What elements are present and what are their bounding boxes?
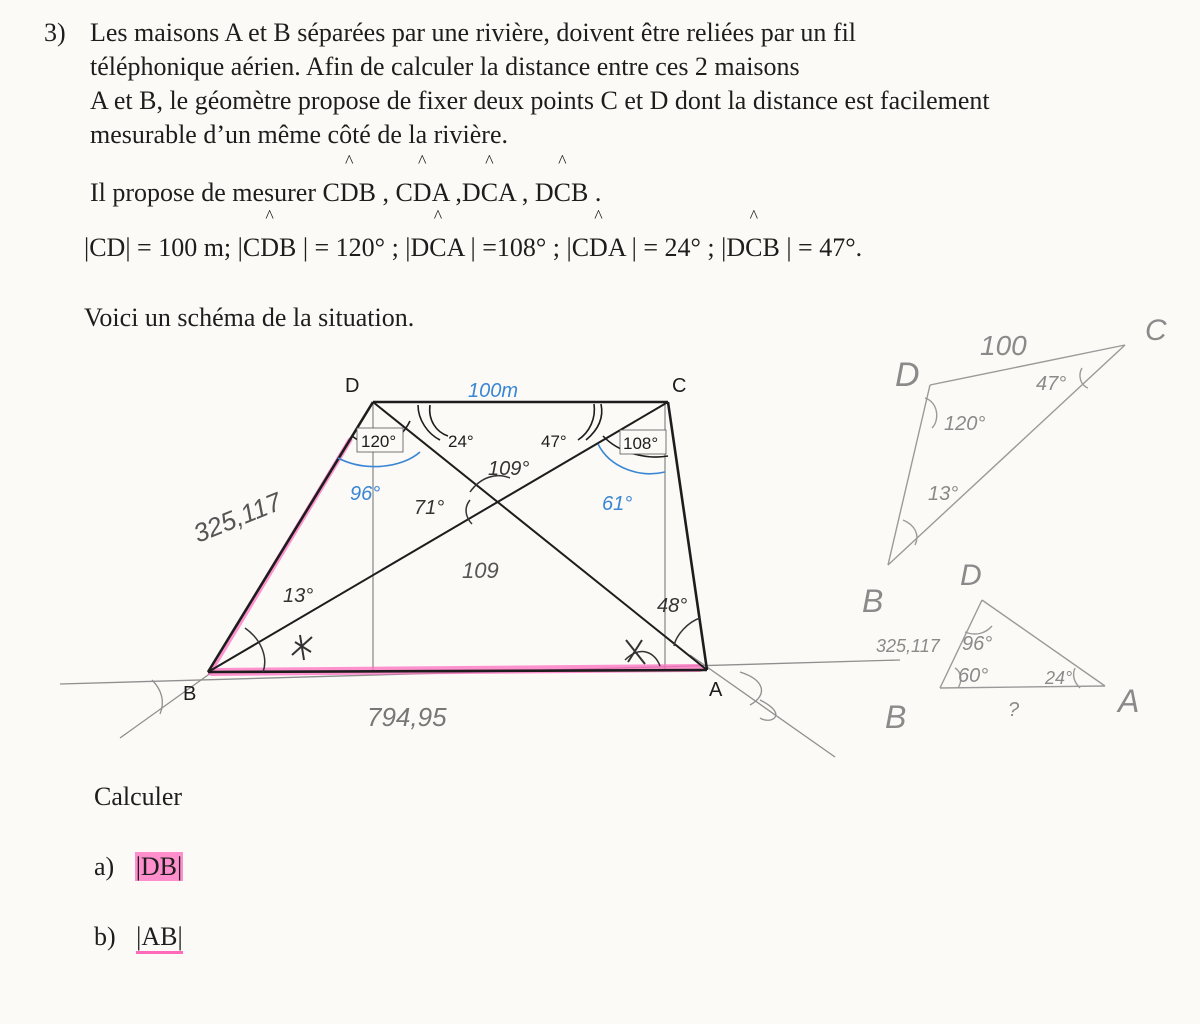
- hw-angle-109: 109°: [488, 458, 530, 480]
- question-b-letter: b): [94, 922, 116, 951]
- vertex-b: B: [183, 683, 197, 705]
- sketch1-labels: [862, 314, 1167, 619]
- vertex-d: D: [345, 375, 360, 397]
- measures-line: |CD| = 100 m; |C^ DB | = 120° ; |D^ CA | =108° ; |C^ DA | = 24° ; |D^ CB | = 47°.: [84, 231, 862, 265]
- printed-angle-labels: [357, 428, 666, 454]
- sketch-triangle-dcb: [888, 345, 1125, 565]
- sketch2-labels: [862, 559, 1139, 735]
- angle-dca: D^ CA: [462, 178, 515, 207]
- sketch1-vertex-b: B: [862, 583, 884, 619]
- cross-marks: [292, 635, 645, 664]
- vertex-c: C: [672, 375, 687, 397]
- sketch2-vertex-b2: B: [885, 699, 907, 735]
- sketch1-vertex-c: C: [1145, 314, 1167, 347]
- sketch1-dc: 100: [980, 330, 1027, 361]
- sketch2-d-angle: 96°: [962, 633, 993, 655]
- propose-line: Il propose de mesurer C^ DB , C^ DA ,D^ CA , D^ CB .: [90, 176, 601, 210]
- question-a: [94, 850, 183, 884]
- hw-angle-96: 96°: [350, 483, 381, 505]
- hw-angle-61: 61°: [602, 493, 633, 515]
- hw-angle-71: 71°: [414, 497, 445, 519]
- sketch2-a-angle: 24°: [1045, 668, 1073, 688]
- label-angle-120: 120°: [361, 432, 397, 451]
- vertex-a: A: [709, 679, 723, 701]
- propose-prefix: Il propose de mesurer: [90, 178, 316, 207]
- angle-cdb: C^ DB: [322, 178, 375, 207]
- sketch1-d-angle: 120°: [944, 413, 986, 435]
- angle-dcb: D^ CB: [535, 178, 588, 207]
- sketch1-b-angle: 13°: [928, 483, 959, 505]
- hw-angle-109b: 109: [462, 558, 499, 583]
- sketch2-vertex-d: D: [960, 559, 982, 592]
- angle-cda: C^ DA: [395, 178, 448, 207]
- label-angle-47: 47°: [541, 432, 567, 451]
- sketch2-db: 325,117: [876, 636, 940, 656]
- sketch1-vertex-d: D: [895, 356, 920, 394]
- sketch1-c-angle: 47°: [1036, 373, 1067, 395]
- question-b-text: |AB|: [136, 922, 183, 954]
- exercise-number: 3): [44, 18, 66, 47]
- exercise-paragraph-line-4: mesurable d’un même côté de la rivière.: [90, 120, 508, 149]
- exercise-paragraph-line-2: téléphonique aérien. Afin de calculer la distance entre ces 2 maisons: [90, 52, 800, 81]
- sketch2-vertex-a: A: [1118, 683, 1140, 719]
- hw-angle-48: 48°: [657, 595, 688, 617]
- pink-highlights: [210, 440, 700, 672]
- schema-caption: Voici un schéma de la situation.: [84, 303, 415, 332]
- handwritten-labels: [189, 380, 687, 732]
- question-a-text: |DB|: [135, 852, 183, 881]
- exercise-paragraph-line-3: A et B, le géomètre propose de fixer deux points C et D dont la distance est facilement: [90, 86, 990, 115]
- hw-angle-13: 13°: [283, 585, 314, 607]
- hw-ba-length: 794,95: [367, 702, 447, 732]
- calculer-heading: Calculer: [94, 782, 183, 811]
- sketch2-b-angle: 60°: [958, 665, 989, 687]
- hw-db-length: 325,117: [189, 486, 286, 549]
- hw-dc-length: 100m: [468, 380, 519, 402]
- question-a-letter: a): [94, 852, 115, 881]
- label-angle-24: 24°: [448, 432, 474, 451]
- question-b: [94, 920, 183, 954]
- sketch2-question: ?: [1008, 699, 1020, 721]
- label-angle-108: 108°: [623, 434, 659, 453]
- exercise-paragraph-line-1: Les maisons A et B séparées par une rivière, doivent être reliées par un fil: [90, 18, 857, 47]
